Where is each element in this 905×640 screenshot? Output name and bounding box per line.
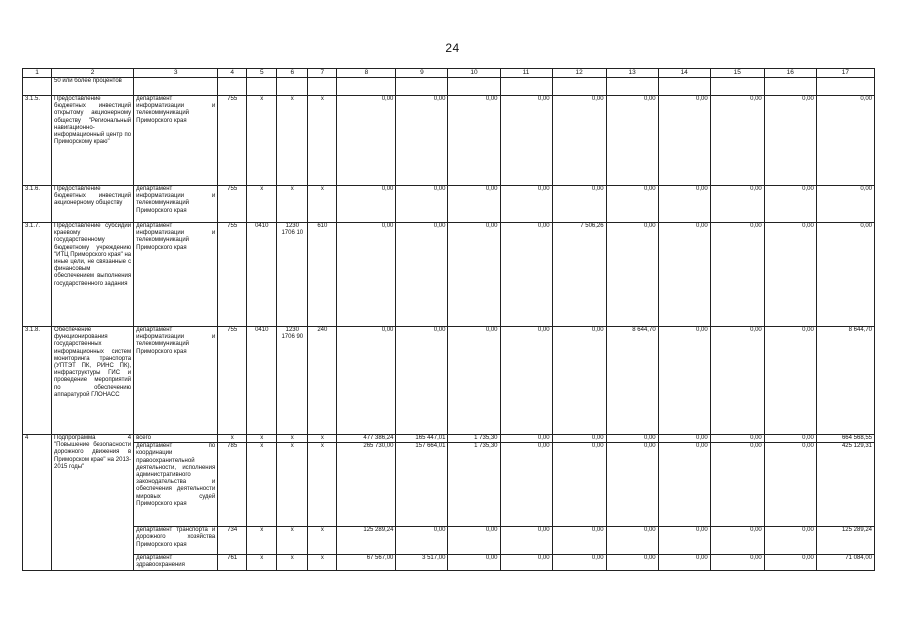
target-article-cell: х	[277, 186, 308, 223]
column-header: 12	[552, 69, 606, 78]
amount-cell: 0,00	[552, 527, 606, 555]
budget-code-cell: х	[218, 435, 247, 443]
expense-type-cell: 610	[308, 223, 337, 327]
amount-cell: 477 386,24	[337, 435, 396, 443]
column-header: 9	[396, 69, 448, 78]
amount-cell: 0,00	[337, 186, 396, 223]
amount-cell: 0,00	[448, 96, 500, 186]
column-header: 14	[658, 69, 710, 78]
amount-cell: 0,00	[448, 223, 500, 327]
measure-name-cell: Предоставление бюджетных инвестиций акционерному обществу	[52, 186, 134, 223]
measure-name-cell: Обеспечение функционирования государственных информационных систем мониторинга транспорта (УПТЭТ ПК, РИНС ПК), инфраструктуры ГИС и проведение мероприятий по обеспечению аппаратурой ГЛОНАСС	[52, 327, 134, 435]
target-article-cell: х	[277, 435, 308, 443]
expense-type-cell: 240	[308, 327, 337, 435]
executor-cell: департамент информатизации и телекоммуникаций Приморского края	[134, 96, 218, 186]
empty-cell	[658, 78, 710, 96]
section-code-cell: 0410	[247, 327, 277, 435]
amount-cell: 0,00	[710, 443, 764, 527]
measure-name-cell: Предоставление бюджетных инвестиций открытому акционерному обществу "Региональный навигационно-информационный центр по Приморскому краю"	[52, 96, 134, 186]
executor-cell: всего	[134, 435, 218, 443]
column-header: 11	[500, 69, 552, 78]
amount-cell: 0,00	[710, 327, 764, 435]
target-article-cell: 1230 1706 90	[277, 327, 308, 435]
amount-cell: 0,00	[658, 443, 710, 527]
amount-cell: 0,00	[552, 327, 606, 435]
amount-cell: 0,00	[500, 223, 552, 327]
table-body	[23, 78, 875, 571]
amount-cell: 0,00	[606, 527, 658, 555]
column-number-row	[23, 69, 875, 78]
empty-cell	[816, 78, 874, 96]
amount-cell: 0,00	[552, 435, 606, 443]
expense-type-cell: х	[308, 96, 337, 186]
expense-type-cell: х	[308, 555, 337, 571]
amount-cell: 3 517,00	[396, 555, 448, 571]
amount-cell: 0,00	[764, 443, 816, 527]
section-code-cell: х	[247, 527, 277, 555]
column-header: 4	[218, 69, 247, 78]
amount-cell: 1 735,30	[448, 435, 500, 443]
amount-cell: 0,00	[552, 555, 606, 571]
column-header: 7	[308, 69, 337, 78]
column-header: 16	[764, 69, 816, 78]
amount-cell: 0,00	[396, 186, 448, 223]
column-header: 3	[134, 69, 218, 78]
budget-code-cell: 755	[218, 223, 247, 327]
table-row	[23, 186, 875, 223]
budget-code-cell: 755	[218, 327, 247, 435]
row-number-cell: 3.1.7.	[23, 223, 52, 327]
amount-cell: 0,00	[710, 527, 764, 555]
amount-cell: 0,00	[606, 443, 658, 527]
column-header: 17	[816, 69, 874, 78]
executor-cell: департамент здравоохранения	[134, 555, 218, 571]
table-row	[23, 555, 875, 571]
table-row	[23, 443, 875, 527]
amount-cell: 0,00	[552, 96, 606, 186]
amount-cell: 0,00	[448, 327, 500, 435]
target-article-cell: х	[277, 555, 308, 571]
budget-code-cell: 755	[218, 186, 247, 223]
target-article-cell: х	[277, 527, 308, 555]
budget-code-cell: 734	[218, 527, 247, 555]
amount-cell: 0,00	[710, 96, 764, 186]
amount-cell: 0,00	[764, 435, 816, 443]
table-row	[23, 223, 875, 327]
row-number-cell: 3.1.8.	[23, 327, 52, 435]
table-row	[23, 435, 875, 443]
amount-cell: 8 644,70	[606, 327, 658, 435]
target-article-cell: х	[277, 96, 308, 186]
amount-cell: 0,00	[500, 96, 552, 186]
column-header: 1	[23, 69, 52, 78]
section-code-cell: 0410	[247, 223, 277, 327]
amount-cell: 0,00	[658, 527, 710, 555]
measure-name-cell: Предоставление субсидии краевому государственному бюджетному учреждению "ИТЦ Приморского края" на иные цели, не связанные с финансовым обеспечением выполнения государственного задания	[52, 223, 134, 327]
amount-cell: 0,00	[710, 223, 764, 327]
section-code-cell: х	[247, 555, 277, 571]
column-header: 5	[247, 69, 277, 78]
amount-cell: 0,00	[448, 186, 500, 223]
amount-cell: 0,00	[764, 527, 816, 555]
amount-cell: 0,00	[337, 223, 396, 327]
amount-cell: 0,00	[396, 96, 448, 186]
amount-cell: 7 506,26	[552, 223, 606, 327]
empty-cell	[134, 78, 218, 96]
section-code-cell: х	[247, 96, 277, 186]
amount-cell: 0,00	[500, 527, 552, 555]
target-article-cell: х	[277, 443, 308, 527]
amount-cell: 0,00	[816, 96, 874, 186]
amount-cell: 664 568,55	[816, 435, 874, 443]
budget-code-cell: 755	[218, 96, 247, 186]
empty-cell	[308, 78, 337, 96]
amount-cell: 0,00	[396, 527, 448, 555]
executor-cell: департамент информатизации и телекоммуникаций Приморского края	[134, 223, 218, 327]
amount-cell: 0,00	[764, 223, 816, 327]
empty-cell	[764, 78, 816, 96]
empty-cell	[218, 78, 247, 96]
amount-cell: 165 447,01	[396, 435, 448, 443]
amount-cell: 0,00	[448, 555, 500, 571]
amount-cell: 0,00	[606, 186, 658, 223]
amount-cell: 0,00	[710, 555, 764, 571]
amount-cell: 0,00	[337, 96, 396, 186]
row-number-cell: 4	[23, 435, 52, 571]
budget-table	[22, 68, 875, 571]
amount-cell: 0,00	[500, 555, 552, 571]
table-row	[23, 327, 875, 435]
column-header: 6	[277, 69, 308, 78]
empty-cell	[448, 78, 500, 96]
section-code-cell: х	[247, 435, 277, 443]
amount-cell: 0,00	[500, 435, 552, 443]
column-header: 10	[448, 69, 500, 78]
column-header: 2	[52, 69, 134, 78]
amount-cell: 0,00	[337, 327, 396, 435]
amount-cell: 0,00	[764, 96, 816, 186]
empty-cell	[396, 78, 448, 96]
row-number-cell	[23, 78, 52, 96]
budget-code-cell: 761	[218, 555, 247, 571]
empty-cell	[710, 78, 764, 96]
amount-cell: 0,00	[658, 435, 710, 443]
amount-cell: 0,00	[396, 223, 448, 327]
amount-cell: 425 129,31	[816, 443, 874, 527]
amount-cell: 0,00	[552, 443, 606, 527]
empty-cell	[500, 78, 552, 96]
amount-cell: 1 735,30	[448, 443, 500, 527]
row-number-cell: 3.1.6.	[23, 186, 52, 223]
amount-cell: 67 567,00	[337, 555, 396, 571]
amount-cell: 0,00	[764, 327, 816, 435]
amount-cell: 0,00	[710, 435, 764, 443]
expense-type-cell: х	[308, 186, 337, 223]
amount-cell: 0,00	[448, 527, 500, 555]
executor-cell: департамент по координации правоохранительной деятельности, исполнения административного законодательства и обеспечения деятельности мировых судей Приморского края	[134, 443, 218, 527]
amount-cell: 0,00	[552, 186, 606, 223]
amount-cell: 0,00	[816, 186, 874, 223]
amount-cell: 0,00	[764, 555, 816, 571]
page-number: 24	[445, 41, 460, 55]
expense-type-cell: х	[308, 443, 337, 527]
table-row	[23, 527, 875, 555]
amount-cell: 0,00	[500, 327, 552, 435]
empty-cell	[606, 78, 658, 96]
amount-cell: 157 664,01	[396, 443, 448, 527]
amount-cell: 0,00	[606, 96, 658, 186]
row-number-cell: 3.1.5.	[23, 96, 52, 186]
empty-cell	[337, 78, 396, 96]
table-row	[23, 78, 875, 96]
amount-cell: 0,00	[658, 555, 710, 571]
expense-type-cell: х	[308, 527, 337, 555]
amount-cell: 0,00	[606, 555, 658, 571]
subprogram-name-cell: Подпрограмма 4 "Повышение безопасности дорожного движения в Приморском крае" на 2013-2015 годы"	[52, 435, 134, 571]
section-code-cell: х	[247, 186, 277, 223]
amount-cell: 0,00	[396, 327, 448, 435]
amount-cell: 8 644,70	[816, 327, 874, 435]
amount-cell: 0,00	[606, 435, 658, 443]
target-article-cell: 1230 1706 10	[277, 223, 308, 327]
executor-cell: департамент информатизации и телекоммуникаций Приморского края	[134, 327, 218, 435]
amount-cell: 0,00	[500, 443, 552, 527]
budget-code-cell: 785	[218, 443, 247, 527]
empty-cell	[247, 78, 277, 96]
amount-cell: 0,00	[606, 223, 658, 327]
column-header: 15	[710, 69, 764, 78]
section-code-cell: х	[247, 443, 277, 527]
amount-cell: 125 289,24	[816, 527, 874, 555]
table-row	[23, 96, 875, 186]
amount-cell: 71 084,00	[816, 555, 874, 571]
measure-name-cell: 50 или более процентов	[52, 78, 134, 96]
column-header: 13	[606, 69, 658, 78]
amount-cell: 0,00	[658, 96, 710, 186]
amount-cell: 0,00	[710, 186, 764, 223]
expense-type-cell: х	[308, 435, 337, 443]
amount-cell: 0,00	[764, 186, 816, 223]
amount-cell: 0,00	[658, 327, 710, 435]
amount-cell: 0,00	[658, 223, 710, 327]
empty-cell	[277, 78, 308, 96]
amount-cell: 265 730,00	[337, 443, 396, 527]
column-header: 8	[337, 69, 396, 78]
amount-cell: 0,00	[500, 186, 552, 223]
executor-cell: департамент информатизации и телекоммуникаций Приморского края	[134, 186, 218, 223]
amount-cell: 0,00	[658, 186, 710, 223]
empty-cell	[552, 78, 606, 96]
executor-cell: департамент транспорта и дорожного хозяйства Приморского края	[134, 527, 218, 555]
amount-cell: 125 289,24	[337, 527, 396, 555]
amount-cell: 0,00	[816, 223, 874, 327]
